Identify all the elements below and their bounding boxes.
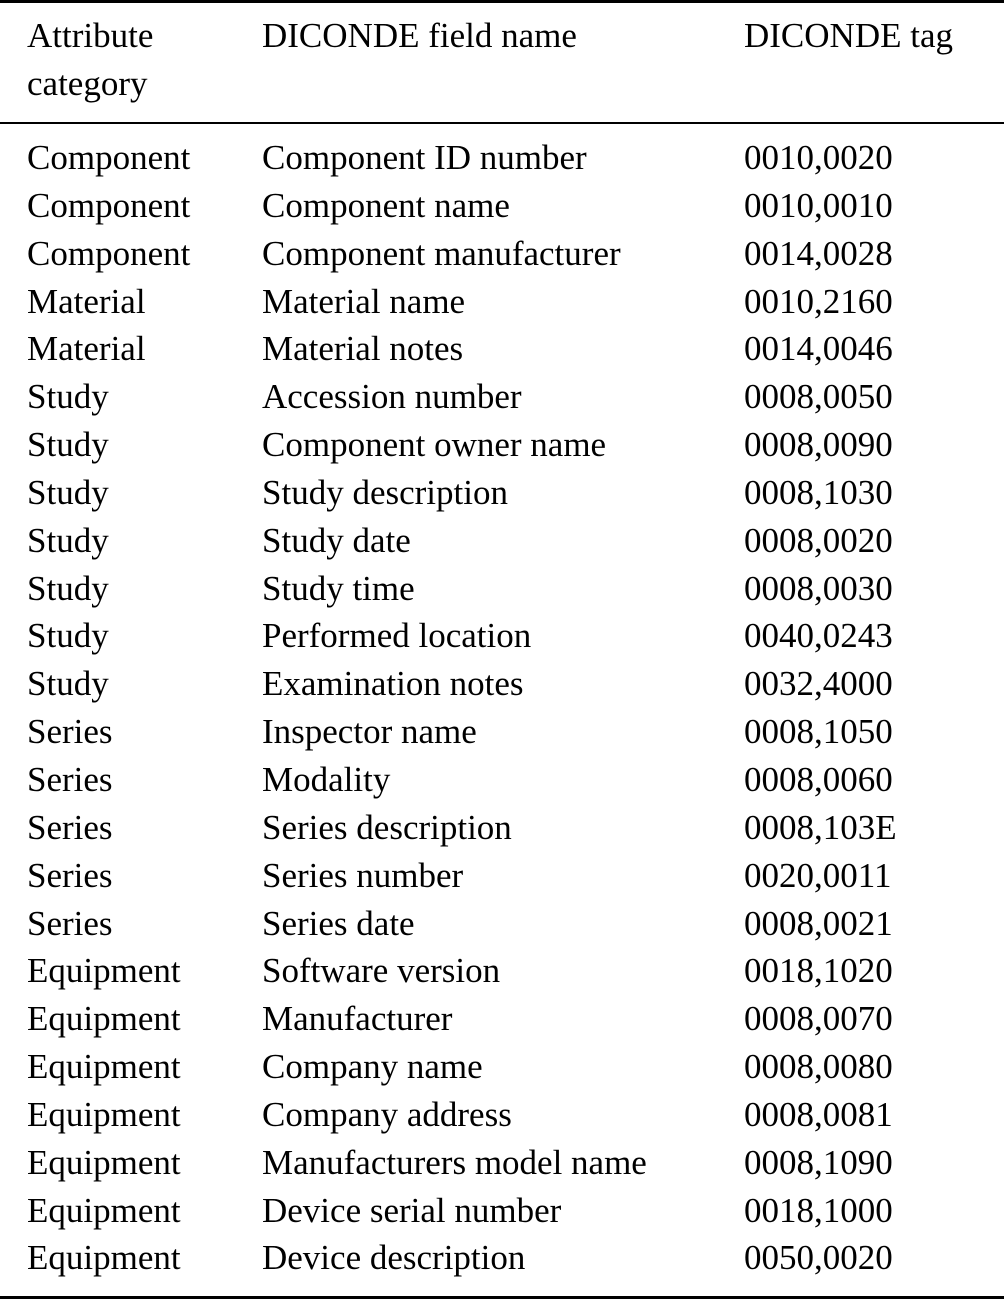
tag-cell: 0008,0070 [744, 999, 893, 1039]
tag-cell: 0018,1020 [744, 951, 893, 991]
table-row [0, 1043, 1004, 1091]
table-row [0, 612, 1004, 660]
tag-cell: 0008,0080 [744, 1047, 893, 1087]
field-name-cell: Material notes [262, 329, 464, 369]
attribute-category-cell: Study [27, 616, 109, 656]
tag-cell: 0008,0020 [744, 520, 893, 560]
tag-cell: 0014,0046 [744, 329, 893, 369]
field-name-cell: Device serial number [262, 1190, 562, 1230]
attribute-category-cell: Series [27, 855, 113, 895]
table-body [0, 134, 1004, 1282]
table-row [0, 947, 1004, 995]
tag-cell: 0050,0020 [744, 1238, 893, 1278]
tag-cell: 0040,0243 [744, 616, 893, 656]
tag-cell: 0008,0090 [744, 425, 893, 465]
tag-cell: 0008,0081 [744, 1094, 893, 1134]
attribute-category-cell: Series [27, 712, 113, 752]
field-name-cell: Modality [262, 759, 391, 799]
table-row [0, 660, 1004, 708]
table-row [0, 1234, 1004, 1282]
attribute-category-cell: Equipment [27, 1238, 181, 1278]
table-row [0, 373, 1004, 421]
attribute-category-cell: Study [27, 377, 109, 417]
tag-cell: 0008,1030 [744, 472, 893, 512]
field-name-cell: Accession number [262, 377, 522, 417]
table-top-rule [0, 0, 1004, 3]
field-name-cell: Device description [262, 1238, 526, 1278]
attribute-category-cell: Material [27, 281, 146, 321]
attribute-category-cell: Equipment [27, 999, 181, 1039]
table-row [0, 469, 1004, 517]
field-name-cell: Series number [262, 855, 464, 895]
field-name-cell: Study time [262, 568, 415, 608]
tag-cell: 0010,2160 [744, 281, 893, 321]
field-name-cell: Component manufacturer [262, 233, 621, 273]
attribute-category-cell: Component [27, 233, 191, 273]
attribute-category-cell: Series [27, 903, 113, 943]
tag-cell: 0008,1050 [744, 712, 893, 752]
field-name-cell: Material name [262, 281, 466, 321]
attribute-category-cell: Component [27, 185, 191, 225]
attribute-category-cell: Series [27, 807, 113, 847]
attribute-category-cell: Equipment [27, 1094, 181, 1134]
tag-cell: 0020,0011 [744, 855, 892, 895]
field-name-cell: Component name [262, 185, 510, 225]
tag-cell: 0032,4000 [744, 664, 893, 704]
tag-cell: 0008,1090 [744, 1142, 893, 1182]
tag-cell: 0010,0010 [744, 185, 893, 225]
table-row [0, 804, 1004, 852]
table-row [0, 852, 1004, 900]
table-row [0, 900, 1004, 948]
tag-cell: 0008,0030 [744, 568, 893, 608]
header-rule [0, 122, 1004, 124]
table-row [0, 325, 1004, 373]
field-name-cell: Series date [262, 903, 415, 943]
tag-cell: 0014,0028 [744, 233, 893, 273]
table-row [0, 1091, 1004, 1139]
field-name-cell: Performed location [262, 616, 532, 656]
tag-cell: 0010,0020 [744, 138, 893, 177]
table-row [0, 421, 1004, 469]
field-name-cell: Study description [262, 472, 508, 512]
header-diconde-field-name: DICONDE field name [262, 16, 577, 55]
attribute-category-cell: Component [27, 138, 191, 177]
table-bottom-rule [0, 1296, 1004, 1299]
table-row [0, 134, 1004, 182]
field-name-cell: Company address [262, 1094, 512, 1134]
attribute-category-cell: Study [27, 520, 109, 560]
tag-cell: 0008,103E [744, 807, 897, 847]
tag-cell: 0018,1000 [744, 1190, 893, 1230]
attribute-category-cell: Equipment [27, 1190, 181, 1230]
field-name-cell: Company name [262, 1047, 483, 1087]
attribute-category-cell: Study [27, 568, 109, 608]
attribute-category-cell: Study [27, 472, 109, 512]
table-row [0, 278, 1004, 326]
attribute-category-cell: Material [27, 329, 146, 369]
tag-cell: 0008,0050 [744, 377, 893, 417]
attribute-category-cell: Series [27, 759, 113, 799]
attribute-category-cell: Study [27, 664, 109, 704]
field-name-cell: Component ID number [262, 138, 587, 177]
table-row [0, 1139, 1004, 1187]
table-row [0, 1187, 1004, 1235]
attribute-category-cell: Equipment [27, 1142, 181, 1182]
tag-cell: 0008,0021 [744, 903, 893, 943]
field-name-cell: Software version [262, 951, 501, 991]
attribute-category-cell: Study [27, 425, 109, 465]
field-name-cell: Component owner name [262, 425, 607, 465]
table-row [0, 230, 1004, 278]
table-row [0, 995, 1004, 1043]
attribute-category-cell: Equipment [27, 951, 181, 991]
attribute-category-cell: Equipment [27, 1047, 181, 1087]
field-name-cell: Examination notes [262, 664, 524, 704]
field-name-cell: Study date [262, 520, 411, 560]
table-row [0, 517, 1004, 565]
table-row [0, 708, 1004, 756]
field-name-cell: Series description [262, 807, 512, 847]
field-name-cell: Manufacturers model name [262, 1142, 647, 1182]
tag-cell: 0008,0060 [744, 759, 893, 799]
table-row [0, 565, 1004, 613]
header-diconde-tag: DICONDE tag [744, 16, 953, 55]
table-row [0, 182, 1004, 230]
header-attribute-category: Attribute category [27, 16, 154, 103]
field-name-cell: Inspector name [262, 712, 477, 752]
field-name-cell: Manufacturer [262, 999, 453, 1039]
table-row [0, 756, 1004, 804]
